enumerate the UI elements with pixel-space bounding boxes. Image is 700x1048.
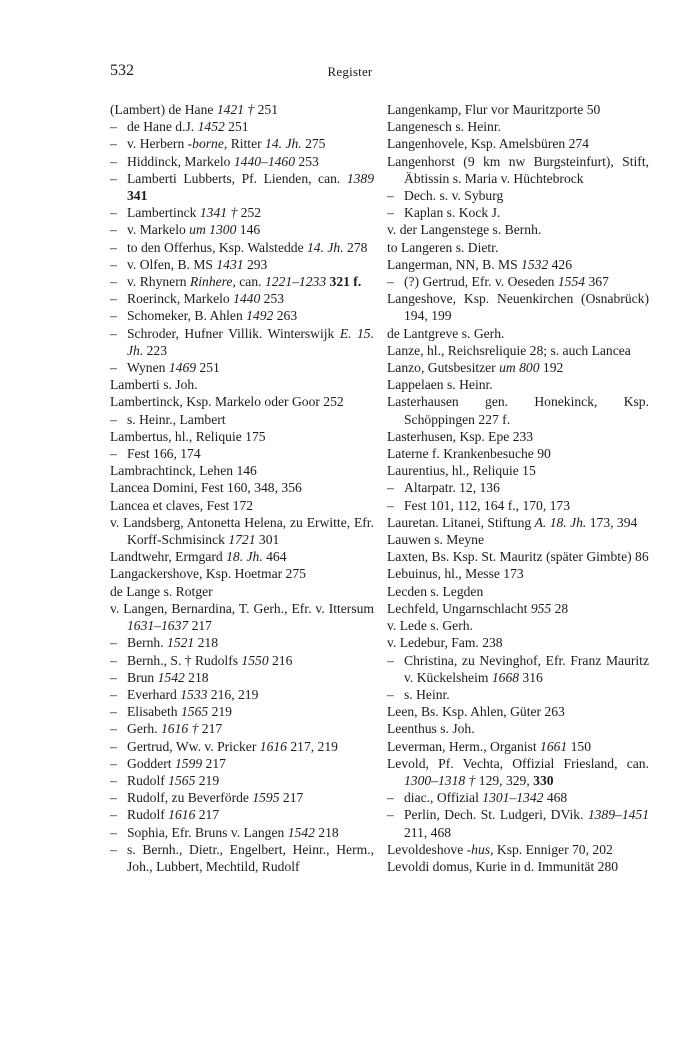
entry-text: Lauwen s. Meyne bbox=[387, 532, 485, 548]
running-title: Register bbox=[327, 64, 373, 79]
entry-italic: 1542 bbox=[287, 824, 315, 840]
entry-italic: † bbox=[247, 102, 255, 117]
entry-text: Lambrachtinck, Lehen 146 bbox=[110, 463, 257, 479]
entry-text: Langenesch s. Heinr. bbox=[387, 119, 501, 135]
index-entry bbox=[110, 462, 374, 479]
entry-text: Everhard bbox=[127, 686, 181, 702]
entry-text: Leverman, Herm., Organist bbox=[387, 738, 541, 754]
entry-text: Lappelaen s. Heinr. bbox=[387, 377, 493, 393]
entry-text: Langenkamp, Flur vor Mauritzporte 50 bbox=[387, 102, 601, 117]
index-subentry bbox=[110, 738, 374, 755]
entry-text: Lasterhusen, Ksp. Epe 233 bbox=[387, 428, 534, 444]
entry-text: diac., Offizial bbox=[404, 790, 483, 806]
entry-text: Christina, zu Nevinghof, Efr. Franz Mauritz v. Kückelsheim bbox=[404, 652, 649, 685]
entry-text: 464 bbox=[262, 549, 287, 565]
index-entry bbox=[387, 359, 649, 376]
entry-text: v. Rhynern bbox=[127, 274, 190, 290]
entry-italic: um 800 bbox=[499, 360, 540, 376]
index-subentry bbox=[110, 755, 374, 772]
entry-italic: 1389 bbox=[346, 170, 374, 186]
index-subentry bbox=[110, 307, 374, 324]
entry-italic: 1521 bbox=[167, 635, 195, 651]
entry-text: Lambertus, hl., Reliquie 175 bbox=[110, 428, 266, 444]
entry-text: 251 bbox=[254, 102, 278, 117]
page-number: 532 bbox=[110, 62, 134, 79]
entry-text: Leenthus s. Joh. bbox=[387, 721, 475, 737]
index-subentry bbox=[110, 789, 374, 806]
entry-italic: 955 bbox=[530, 600, 552, 616]
index-entry bbox=[110, 428, 374, 445]
index-entry bbox=[387, 720, 649, 737]
entry-text: Levold, Pf. Vechta, Offizial Friesland, can. bbox=[387, 755, 649, 771]
entry-text: 218 bbox=[184, 669, 209, 685]
index-subentry bbox=[110, 841, 374, 875]
entry-italic: E. 15. Jh. bbox=[127, 325, 375, 358]
entry-italic: 1440–1460 bbox=[233, 153, 296, 169]
entry-italic: 1565 bbox=[168, 772, 196, 788]
entry-text: Brun bbox=[127, 669, 158, 685]
entry-text: de Hane d.J. bbox=[127, 119, 198, 135]
entry-italic: 1595 bbox=[252, 790, 280, 806]
entry-italic: 1565 bbox=[180, 704, 209, 720]
entry-text: Rudolf, zu Beverförde bbox=[127, 790, 253, 806]
index-entry bbox=[110, 101, 374, 118]
index-subentry bbox=[387, 497, 649, 514]
index-subentry bbox=[387, 187, 649, 204]
entry-text: 217, 219 bbox=[286, 738, 338, 754]
entry-text: 217 bbox=[195, 807, 220, 823]
entry-text: 129, 329, bbox=[475, 772, 534, 788]
index-entry bbox=[387, 858, 649, 875]
entry-text: Langenhorst (9 km nw Burgsteinfurt), Stift, Äbtissin s. Maria v. Hüchtebrock bbox=[387, 153, 649, 186]
index-entry bbox=[387, 583, 649, 600]
index-entry bbox=[387, 445, 649, 462]
entry-italic: † bbox=[230, 205, 238, 221]
entry-text: , Ksp. Enniger 70, 202 bbox=[490, 841, 613, 857]
entry-italic: 1631–1637 bbox=[127, 618, 189, 634]
entry-text: Lancea et claves, Fest 172 bbox=[110, 497, 254, 513]
entry-text: 219 bbox=[195, 772, 220, 788]
entry-text: 367 bbox=[585, 274, 609, 290]
entry-text: Lancea Domini, Fest 160, 348, 356 bbox=[110, 480, 302, 496]
entry-italic: 1389–1451 bbox=[587, 807, 649, 823]
entry-text: 173, 394 bbox=[586, 514, 638, 530]
entry-text: 216, 219 bbox=[207, 686, 259, 702]
entry-text: Gertrud, Ww. v. Pricker bbox=[127, 738, 260, 754]
index-entry bbox=[387, 634, 649, 651]
entry-text: Laterne f. Krankenbesuche 90 bbox=[387, 446, 551, 462]
entry-text: v. Ledebur, Fam. 238 bbox=[387, 635, 503, 651]
entry-italic: 1554 bbox=[557, 274, 586, 290]
index-subentry bbox=[110, 806, 374, 823]
index-subentry bbox=[110, 824, 374, 841]
entry-text: Laxten, Bs. Ksp. St. Mauritz (später Gimbte) 86 bbox=[387, 549, 649, 565]
entry-italic: 14. Jh. bbox=[265, 136, 302, 152]
entry-text: (?) Gertrud, Efr. v. Oeseden bbox=[404, 274, 558, 290]
entry-text: 223 bbox=[143, 342, 168, 358]
entry-text: Bernh., S. † Rudolfs bbox=[127, 652, 242, 668]
entry-text: , can. bbox=[232, 274, 265, 290]
entry-italic: 1616 bbox=[259, 738, 287, 754]
entry-text: Leen, Bs. Ksp. Ahlen, Güter 263 bbox=[387, 704, 565, 720]
entry-text: 28 bbox=[551, 600, 569, 616]
entry-italic: 1550 bbox=[241, 652, 269, 668]
entry-text: 468 bbox=[543, 790, 568, 806]
entry-text: 275 bbox=[301, 136, 326, 152]
entry-text: to den Offerhus, Ksp. Walstedde bbox=[127, 239, 307, 255]
index-subentry bbox=[110, 135, 374, 152]
index-entry bbox=[387, 325, 649, 342]
entry-text: 278 bbox=[343, 239, 368, 255]
index-entry bbox=[387, 101, 649, 118]
entry-italic: 1661 bbox=[540, 738, 568, 754]
index-entry bbox=[110, 548, 374, 565]
entry-text: v. Langen, Bernardina, T. Gerh., Efr. v. Ittersum bbox=[110, 600, 374, 616]
entry-text: Sophia, Efr. Bruns v. Langen bbox=[127, 824, 288, 840]
index-subentry bbox=[110, 204, 374, 221]
entry-text: Fest 166, 174 bbox=[127, 446, 201, 462]
index-entry bbox=[387, 755, 649, 789]
entry-bold: 321 f. bbox=[329, 274, 362, 290]
entry-italic: um 1300 bbox=[189, 222, 237, 238]
index-entry bbox=[387, 617, 649, 634]
entry-text: 251 bbox=[196, 360, 220, 376]
index-subentry bbox=[387, 686, 649, 703]
index-entry bbox=[387, 548, 649, 565]
index-subentry bbox=[110, 221, 374, 238]
index-subentry bbox=[110, 703, 374, 720]
entry-text: Landtwehr, Ermgard bbox=[110, 549, 227, 565]
entry-text: Goddert bbox=[127, 755, 175, 771]
entry-text: Laurentius, hl., Reliquie 15 bbox=[387, 463, 536, 479]
index-column-right bbox=[387, 101, 649, 875]
entry-text: Altarpatr. 12, 136 bbox=[404, 480, 500, 496]
entry-text: Perlin, Dech. St. Ludgeri, DVik. bbox=[404, 807, 588, 823]
index-subentry bbox=[110, 720, 374, 737]
entry-italic: 1721 bbox=[228, 532, 256, 548]
entry-text: Langackershove, Ksp. Hoetmar 275 bbox=[110, 566, 306, 582]
entry-text: 426 bbox=[548, 256, 573, 272]
entry-text: Langenhovele, Ksp. Amelsbüren 274 bbox=[387, 136, 589, 152]
entry-text: Lamberti Lubberts, Pf. Lienden, can. bbox=[127, 170, 347, 186]
entry-text: Lauretan. Litanei, Stiftung bbox=[387, 514, 535, 530]
entry-text: 146 bbox=[236, 222, 261, 238]
index-entry bbox=[110, 376, 374, 393]
index-subentry bbox=[387, 652, 649, 686]
entry-text: Lambertinck, Ksp. Markelo oder Goor 252 bbox=[110, 394, 344, 410]
index-column-left bbox=[110, 101, 374, 875]
index-entry bbox=[110, 583, 374, 600]
entry-text: Kaplan s. Kock J. bbox=[404, 205, 501, 221]
entry-italic: 1492 bbox=[246, 308, 274, 324]
index-subentry bbox=[110, 118, 374, 135]
entry-italic: 1300–1318 bbox=[404, 772, 466, 788]
index-subentry bbox=[387, 273, 649, 290]
index-entry bbox=[110, 393, 374, 410]
entry-text: 150 bbox=[567, 738, 591, 754]
entry-text: Lebuinus, hl., Messe 173 bbox=[387, 566, 524, 582]
entry-text: Langerman, NN, B. MS bbox=[387, 256, 522, 272]
entry-italic: A. 18. Jh. bbox=[534, 514, 587, 530]
entry-italic: 1440 bbox=[233, 291, 261, 307]
index-entry bbox=[387, 428, 649, 445]
entry-text: 301 bbox=[255, 532, 280, 548]
index-subentry bbox=[387, 789, 649, 806]
entry-italic: 1616 bbox=[168, 807, 196, 823]
entry-text: Lecden s. Legden bbox=[387, 583, 484, 599]
index-subentry bbox=[110, 669, 374, 686]
entry-italic: 1542 bbox=[157, 669, 185, 685]
entry-text: Levoldi domus, Kurie in d. Immunität 280 bbox=[387, 858, 619, 874]
index-subentry bbox=[387, 806, 649, 840]
entry-italic: -borne bbox=[187, 136, 224, 152]
entry-text: Schroder, Hufner Villik. Winterswijk bbox=[127, 325, 340, 341]
entry-text: Gerh. bbox=[127, 721, 161, 737]
entry-text: v. Landsberg, Antonetta Helena, zu Erwitte, Efr. Korff-Schmisinck bbox=[110, 514, 374, 548]
entry-text: 263 bbox=[273, 308, 298, 324]
entry-text: v. Lede s. Gerh. bbox=[387, 618, 473, 634]
entry-text: 219 bbox=[208, 704, 232, 720]
index-entry bbox=[110, 479, 374, 496]
index-entry bbox=[387, 738, 649, 755]
entry-text: Schomeker, B. Ahlen bbox=[127, 308, 247, 324]
index-subentry bbox=[387, 204, 649, 221]
index-entry bbox=[387, 600, 649, 617]
entry-text: s. Heinr. bbox=[404, 686, 450, 702]
index-subentry bbox=[387, 479, 649, 496]
entry-text: 253 bbox=[295, 153, 319, 169]
entry-text: Roerinck, Markelo bbox=[127, 291, 234, 307]
index-subentry bbox=[110, 325, 374, 359]
entry-italic: 1469 bbox=[168, 360, 197, 376]
entry-text: Wynen bbox=[127, 360, 169, 376]
index-subentry bbox=[110, 239, 374, 256]
entry-text: Fest 101, 112, 164 f., 170, 173 bbox=[404, 497, 571, 513]
entry-text: 217 bbox=[188, 618, 212, 634]
entry-text: v. Herbern bbox=[127, 136, 188, 152]
entry-text: v. Markelo bbox=[127, 222, 190, 238]
entry-text: s. Heinr., Lambert bbox=[127, 411, 226, 427]
entry-text: v. Olfen, B. MS bbox=[127, 256, 217, 272]
index-subentry bbox=[110, 290, 374, 307]
index-entry bbox=[387, 393, 649, 427]
entry-italic: † bbox=[191, 721, 199, 737]
index-subentry bbox=[110, 652, 374, 669]
entry-bold: 341 bbox=[127, 188, 148, 204]
entry-bold: 330 bbox=[533, 772, 554, 788]
entry-italic: 1452 bbox=[197, 119, 225, 135]
index-entry bbox=[387, 153, 649, 187]
index-subentry bbox=[110, 359, 374, 376]
index-subentry bbox=[110, 170, 374, 204]
index-entry bbox=[387, 462, 649, 479]
entry-text: Rudolf bbox=[127, 772, 169, 788]
entry-italic: -hus bbox=[466, 841, 491, 857]
entry-text: 217 bbox=[279, 790, 304, 806]
index-subentry bbox=[110, 634, 374, 651]
entry-text: 253 bbox=[260, 291, 285, 307]
index-entry bbox=[387, 221, 649, 238]
index-subentry bbox=[110, 153, 374, 170]
entry-text: de Lange s. Rotger bbox=[110, 583, 213, 599]
index-entry bbox=[387, 703, 649, 720]
entry-text: Hiddinck, Markelo bbox=[127, 153, 234, 169]
index-entry bbox=[387, 376, 649, 393]
entry-text: s. Bernh., Dietr., Engelbert, Heinr., Herm., Joh., Lubbert, Mechtild, Rudolf bbox=[127, 841, 374, 874]
entry-text: Lanzo, Gutsbesitzer bbox=[387, 360, 500, 376]
entry-text: 192 bbox=[539, 360, 564, 376]
entry-text: 252 bbox=[237, 205, 262, 221]
entry-text: Bernh. bbox=[127, 635, 168, 651]
entry-italic: 1668 bbox=[491, 669, 520, 685]
entry-text: Lechfeld, Ungarnschlacht bbox=[387, 600, 531, 616]
entry-text: 216 bbox=[268, 652, 293, 668]
entry-text: (Lambert) de Hane bbox=[110, 102, 217, 117]
entry-text: , Ritter bbox=[223, 136, 266, 152]
entry-italic: 1599 bbox=[174, 755, 203, 771]
index-subentry bbox=[110, 686, 374, 703]
entry-italic: 1431 bbox=[216, 256, 244, 272]
entry-text: 251 bbox=[224, 119, 249, 135]
entry-text: Lambertinck bbox=[127, 205, 200, 221]
entry-text: Lamberti s. Joh. bbox=[110, 377, 198, 393]
entry-text: 316 bbox=[519, 669, 543, 685]
index-entry bbox=[387, 290, 649, 324]
entry-text: 217 bbox=[202, 755, 226, 771]
index-entry bbox=[387, 841, 649, 858]
entry-text: Levoldeshove bbox=[387, 841, 467, 857]
index-subentry bbox=[110, 411, 374, 428]
entry-text: de Lantgreve s. Gerh. bbox=[387, 325, 505, 341]
entry-text: 211, 468 bbox=[404, 824, 452, 840]
entry-italic: 1301–1342 bbox=[482, 790, 544, 806]
index-subentry bbox=[110, 445, 374, 462]
entry-italic: 14. Jh. bbox=[307, 239, 344, 255]
entry-italic: 1533 bbox=[180, 686, 208, 702]
index-subentry bbox=[110, 256, 374, 273]
entry-italic: 1616 bbox=[160, 721, 189, 737]
index-entry bbox=[110, 514, 374, 548]
index-entry bbox=[110, 565, 374, 582]
entry-text: Dech. s. v. Syburg bbox=[404, 188, 504, 204]
entry-text: 218 bbox=[314, 824, 339, 840]
entry-text: Rudolf bbox=[127, 807, 169, 823]
index-entry bbox=[387, 531, 649, 548]
index-subentry bbox=[110, 772, 374, 789]
index-entry bbox=[387, 342, 649, 359]
entry-italic: 1532 bbox=[521, 256, 549, 272]
entry-text: Lasterhausen gen. Honekinck, Ksp. Schöppingen 227 f. bbox=[387, 394, 649, 427]
entry-italic: † bbox=[468, 772, 476, 788]
entry-italic: Rinhere bbox=[189, 274, 233, 290]
index-entry bbox=[387, 239, 649, 256]
index-entry bbox=[387, 565, 649, 582]
index-entry bbox=[110, 497, 374, 514]
index-entry bbox=[387, 256, 649, 273]
entry-text: to Langeren s. Dietr. bbox=[387, 239, 499, 255]
entry-text: 218 bbox=[194, 635, 219, 651]
index-entry bbox=[387, 118, 649, 135]
entry-text: Langeshove, Ksp. Neuenkirchen (Osnabrück) 194, 199 bbox=[387, 291, 649, 324]
entry-italic: 1221–1233 bbox=[264, 274, 327, 290]
entry-text: Lanze, hl., Reichsreliquie 28; s. auch Lancea bbox=[387, 342, 631, 358]
entry-text: v. der Langenstege s. Bernh. bbox=[387, 222, 542, 238]
entry-text: 293 bbox=[243, 256, 268, 272]
entry-text: 217 bbox=[198, 721, 223, 737]
index-entry bbox=[387, 514, 649, 531]
entry-text: Elisabeth bbox=[127, 704, 181, 720]
index-entry bbox=[387, 135, 649, 152]
index-entry bbox=[110, 600, 374, 634]
index-subentry bbox=[110, 273, 374, 290]
entry-italic: 1421 bbox=[216, 102, 244, 117]
entry-italic: 1341 bbox=[199, 205, 228, 221]
entry-italic: 18. Jh. bbox=[226, 549, 263, 565]
